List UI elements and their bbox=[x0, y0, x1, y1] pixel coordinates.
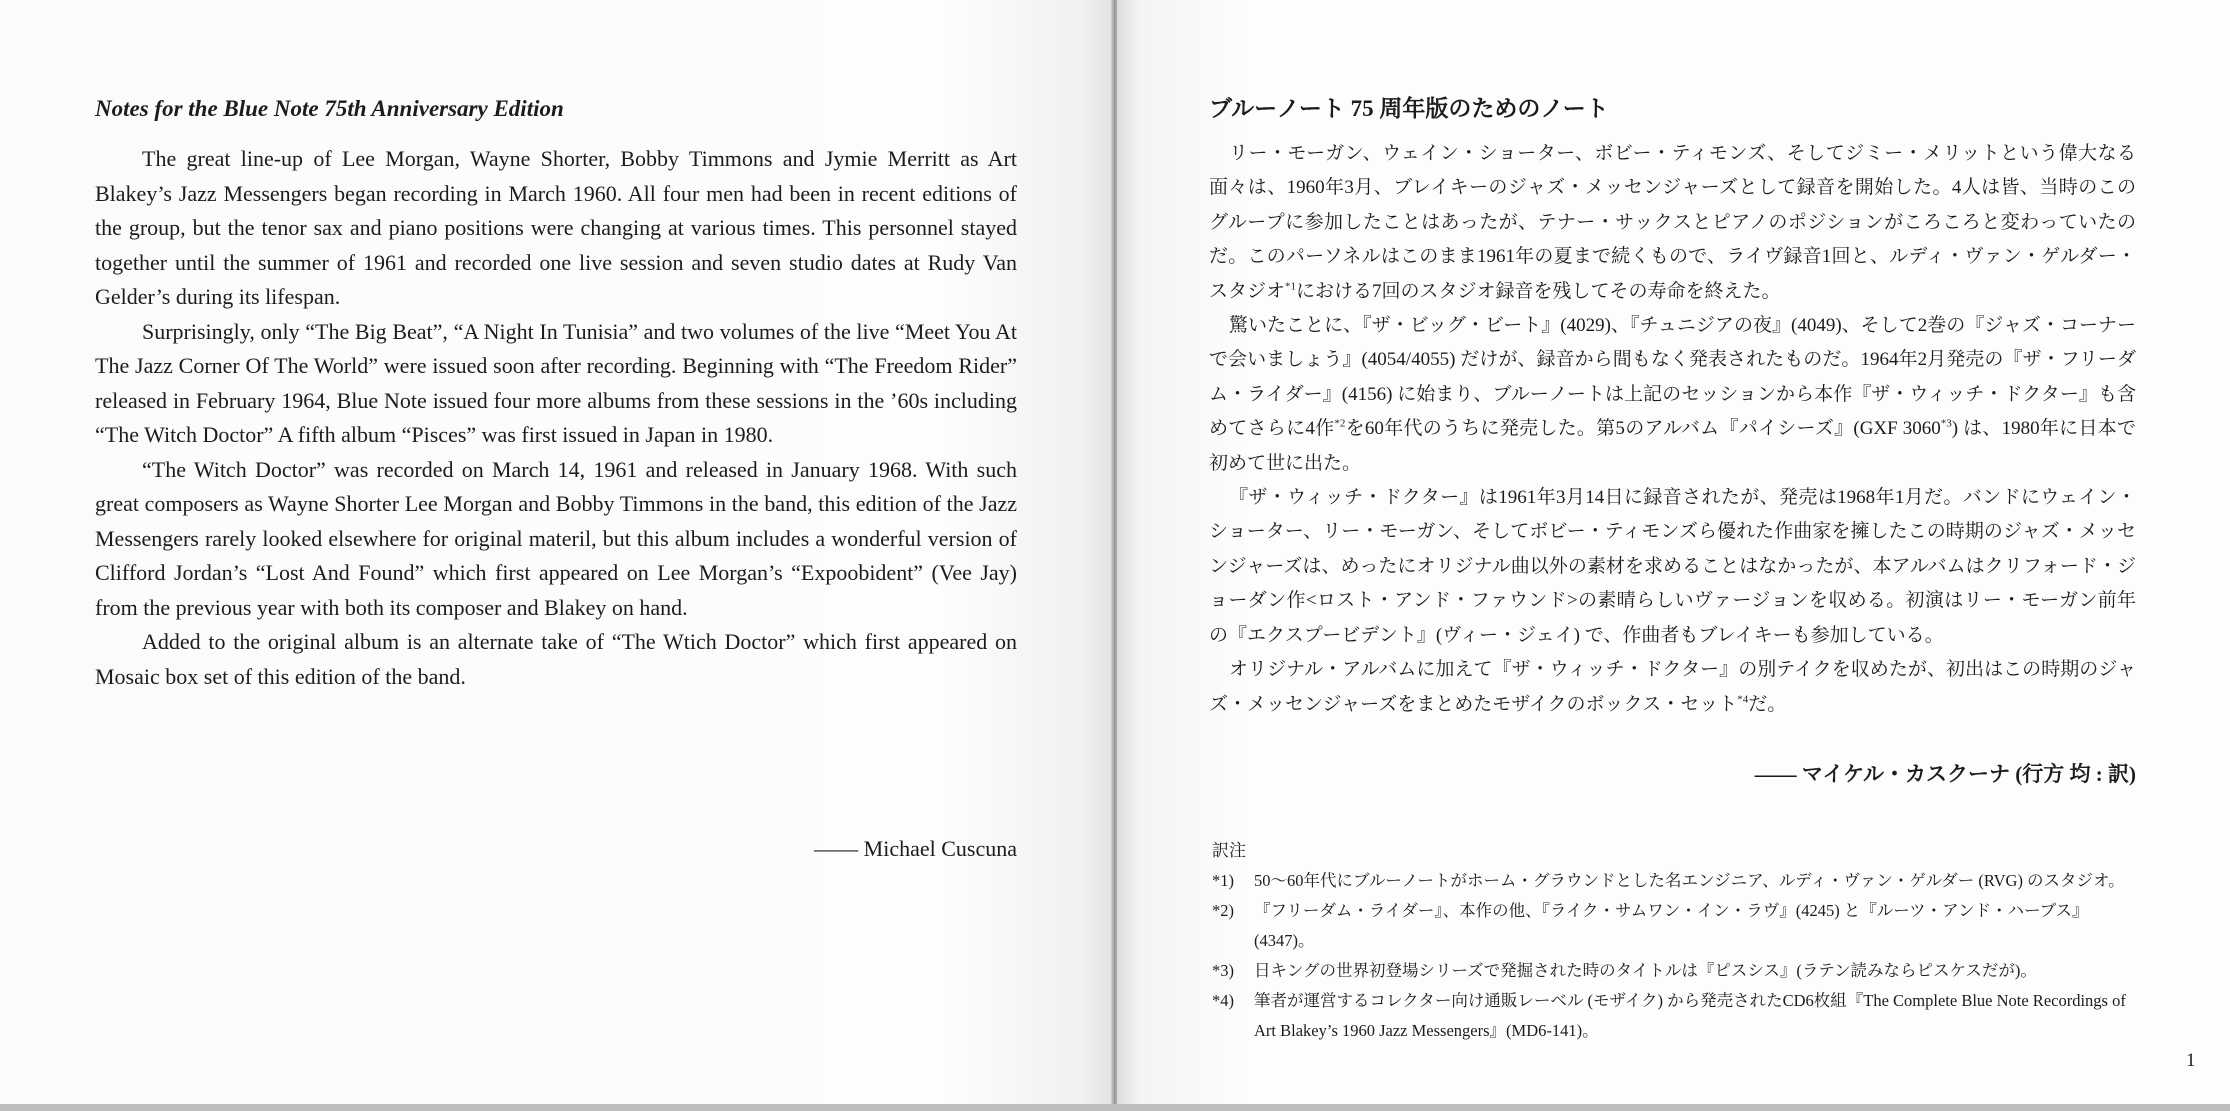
translator-notes-list bbox=[1212, 866, 2142, 1046]
japanese-paragraph-2-text-b: を60年代のうちに発売した。第5のアルバム『パイシーズ』(GXF 3060 bbox=[1345, 418, 1941, 440]
translator-note-2 bbox=[1212, 896, 2142, 956]
footnote-marker-4: *4 bbox=[1737, 693, 1749, 706]
note-text: 50〜60年代にブルーノートがホーム・グラウンドとした名エンジニア、ルディ・ヴァン・ゲルダー (RVG) のスタジオ。 bbox=[1254, 871, 2125, 890]
note-marker: *3) bbox=[1212, 961, 1234, 980]
japanese-paragraph-1 bbox=[1209, 137, 2136, 309]
english-heading: Notes for the Blue Note 75th Anniversary Edition bbox=[95, 96, 564, 121]
japanese-paragraph-1-text-b: における7回のスタジオ録音を残してその寿命を終えた。 bbox=[1296, 280, 1781, 302]
english-liner-notes bbox=[95, 142, 1017, 694]
english-paragraph-1: The great line-up of Lee Morgan, Wayne Shorter, Bobby Timmons and Jymie Merritt as Art Blakey’s Jazz Messengers began recording in March 1960. All four men had been in recent editions of the group, but the tenor sax and piano positions were changing at various times. This personnel stayed together until the summer of 1961 and recorded one live session and seven studio dates at Rudy Van Gelder’s during its lifespan. bbox=[95, 146, 1017, 309]
translator-note-3 bbox=[1212, 956, 2142, 986]
note-marker: *2) bbox=[1212, 901, 1234, 920]
footnote-marker-2: *2 bbox=[1334, 417, 1346, 430]
note-text: 日キングの世界初登場シリーズで発掘された時のタイトルは『ピスシス』(ラテン読みならピスケスだが)。 bbox=[1254, 961, 2037, 980]
translator-note-4 bbox=[1212, 986, 2142, 1046]
english-signature: —— Michael Cuscuna bbox=[814, 836, 1017, 861]
japanese-paragraph-3: 『ザ・ウィッチ・ドクター』は1961年3月14日に録音されたが、発売は1968年1月だ。バンドにウェイン・ショーター、リー・モーガン、そしてボビー・ティモンズら優れた作曲家を擁したこの時期のジャズ・メッセンジャーズは、めったにオリジナル曲以外の素材を求めることはなかったが、本アルバムはクリフォード・ジョーダン作<ロスト・アンド・ファウンド>の素晴らしいヴァージョンを収める。初演はリー・モーガン前年の『エクスプービデント』(ヴィー・ジェイ) で、作曲者もブレイキーも参加している。 bbox=[1209, 487, 2136, 646]
japanese-paragraph-2-text-a: 驚いたことに、『ザ・ビッグ・ビート』(4029)、『チュニジアの夜』(4049)、そして2巻の『ジャズ・コーナーで会いましょう』(4054/4055) だけが、録音から間もなく発表されたものだ。1964年2月発売の『ザ・フリーダム・ライダー』(4156) に始まり、ブルーノートは上記のセッションから本作『ザ・ウィッチ・ドクター』も含めてさらに4作 bbox=[1209, 315, 2136, 440]
english-paragraph-3: “The Witch Doctor” was recorded on March 14, 1961 and released in January 1968. With such great composers as Wayne Shorter Lee Morgan and Bobby Timmons in the band, this edition of the Jazz Messengers rarely looked elsewhere for original materil, but this album includes a wonderful version of Clifford Jordan’s “Lost And Found” which first appeared on Lee Morgan’s “Expoobident” (Vee Jay) from the previous year with both its composer and Blakey on hand. bbox=[95, 456, 1017, 620]
note-text: 『フリーダム・ライダー』、本作の他、『ライク・サムワン・イン・ラヴ』(4245) と『ルーツ・アンド・ハーブス』(4347)。 bbox=[1254, 901, 2089, 950]
note-text: 筆者が運営するコレクター向け通販レーベル (モザイク) から発売されたCD6枚組『The Complete Blue Note Recordings of Art Blakey’s 1960 Jazz Messengers』(MD6-141)。 bbox=[1254, 991, 2126, 1040]
japanese-paragraph-4 bbox=[1209, 653, 2136, 722]
japanese-paragraph-4-text-b: だ。 bbox=[1748, 693, 1787, 715]
left-page bbox=[0, 0, 1113, 1111]
translator-note-1 bbox=[1212, 866, 2142, 896]
english-paragraph-4: Added to the original album is an alternate take of “The Wtich Doctor” which first appeared on Mosaic box set of this edition of the band. bbox=[95, 629, 1017, 689]
note-marker: *1) bbox=[1212, 871, 1234, 890]
japanese-paragraph-2-text-c: ) は、1980年に日本で初めて世に出た。 bbox=[1209, 418, 2136, 474]
note-marker: *4) bbox=[1212, 991, 1234, 1010]
japanese-paragraph-2 bbox=[1209, 309, 2136, 481]
japanese-paragraph-4-text-a: オリジナル・アルバムに加えて『ザ・ウィッチ・ドクター』の別テイクを収めたが、初出はこの時期のジャズ・メッセンジャーズをまとめたモザイクのボックス・セット bbox=[1209, 659, 2136, 715]
page-number: 1 bbox=[2186, 1050, 2196, 1071]
footnote-marker-1: *1 bbox=[1285, 280, 1297, 293]
japanese-heading: ブルーノート 75 周年版のためのノート bbox=[1209, 96, 1609, 121]
japanese-paragraph-1-text-a: リー・モーガン、ウェイン・ショーター、ボビー・ティモンズ、そしてジミー・メリットという偉大なる面々は、1960年3月、ブレイキーのジャズ・メッセンジャーズとして録音を開始した。4人は皆、当時のこのグループに参加したことはあったが、テナー・サックスとピアノのポジションがころころと変わっていたのだ。このパーソネルはこのまま1961年の夏まで続くもので、ライヴ録音1回と、ルディ・ヴァン・ゲルダー・スタジオ bbox=[1209, 143, 2136, 302]
japanese-liner-notes bbox=[1209, 137, 2136, 722]
translator-notes-title: 訳注 bbox=[1212, 841, 1246, 860]
english-paragraph-2: Surprisingly, only “The Big Beat”, “A Night In Tunisia” and two volumes of the live “Meet You At The Jazz Corner Of The World” were issued soon after recording. Beginning with “The Freedom Rider” released in February 1964, Blue Note issued four more albums from these sessions in the ’60s including “The Witch Doctor” A fifth album “Pisces” was first issued in Japan in 1980. bbox=[95, 318, 1017, 447]
page-bottom-edge bbox=[0, 1104, 2230, 1111]
japanese-signature: —— マイケル・カスクーナ (行方 均 : 訳) bbox=[1754, 762, 2136, 786]
footnote-marker-3: *3 bbox=[1940, 417, 1952, 430]
